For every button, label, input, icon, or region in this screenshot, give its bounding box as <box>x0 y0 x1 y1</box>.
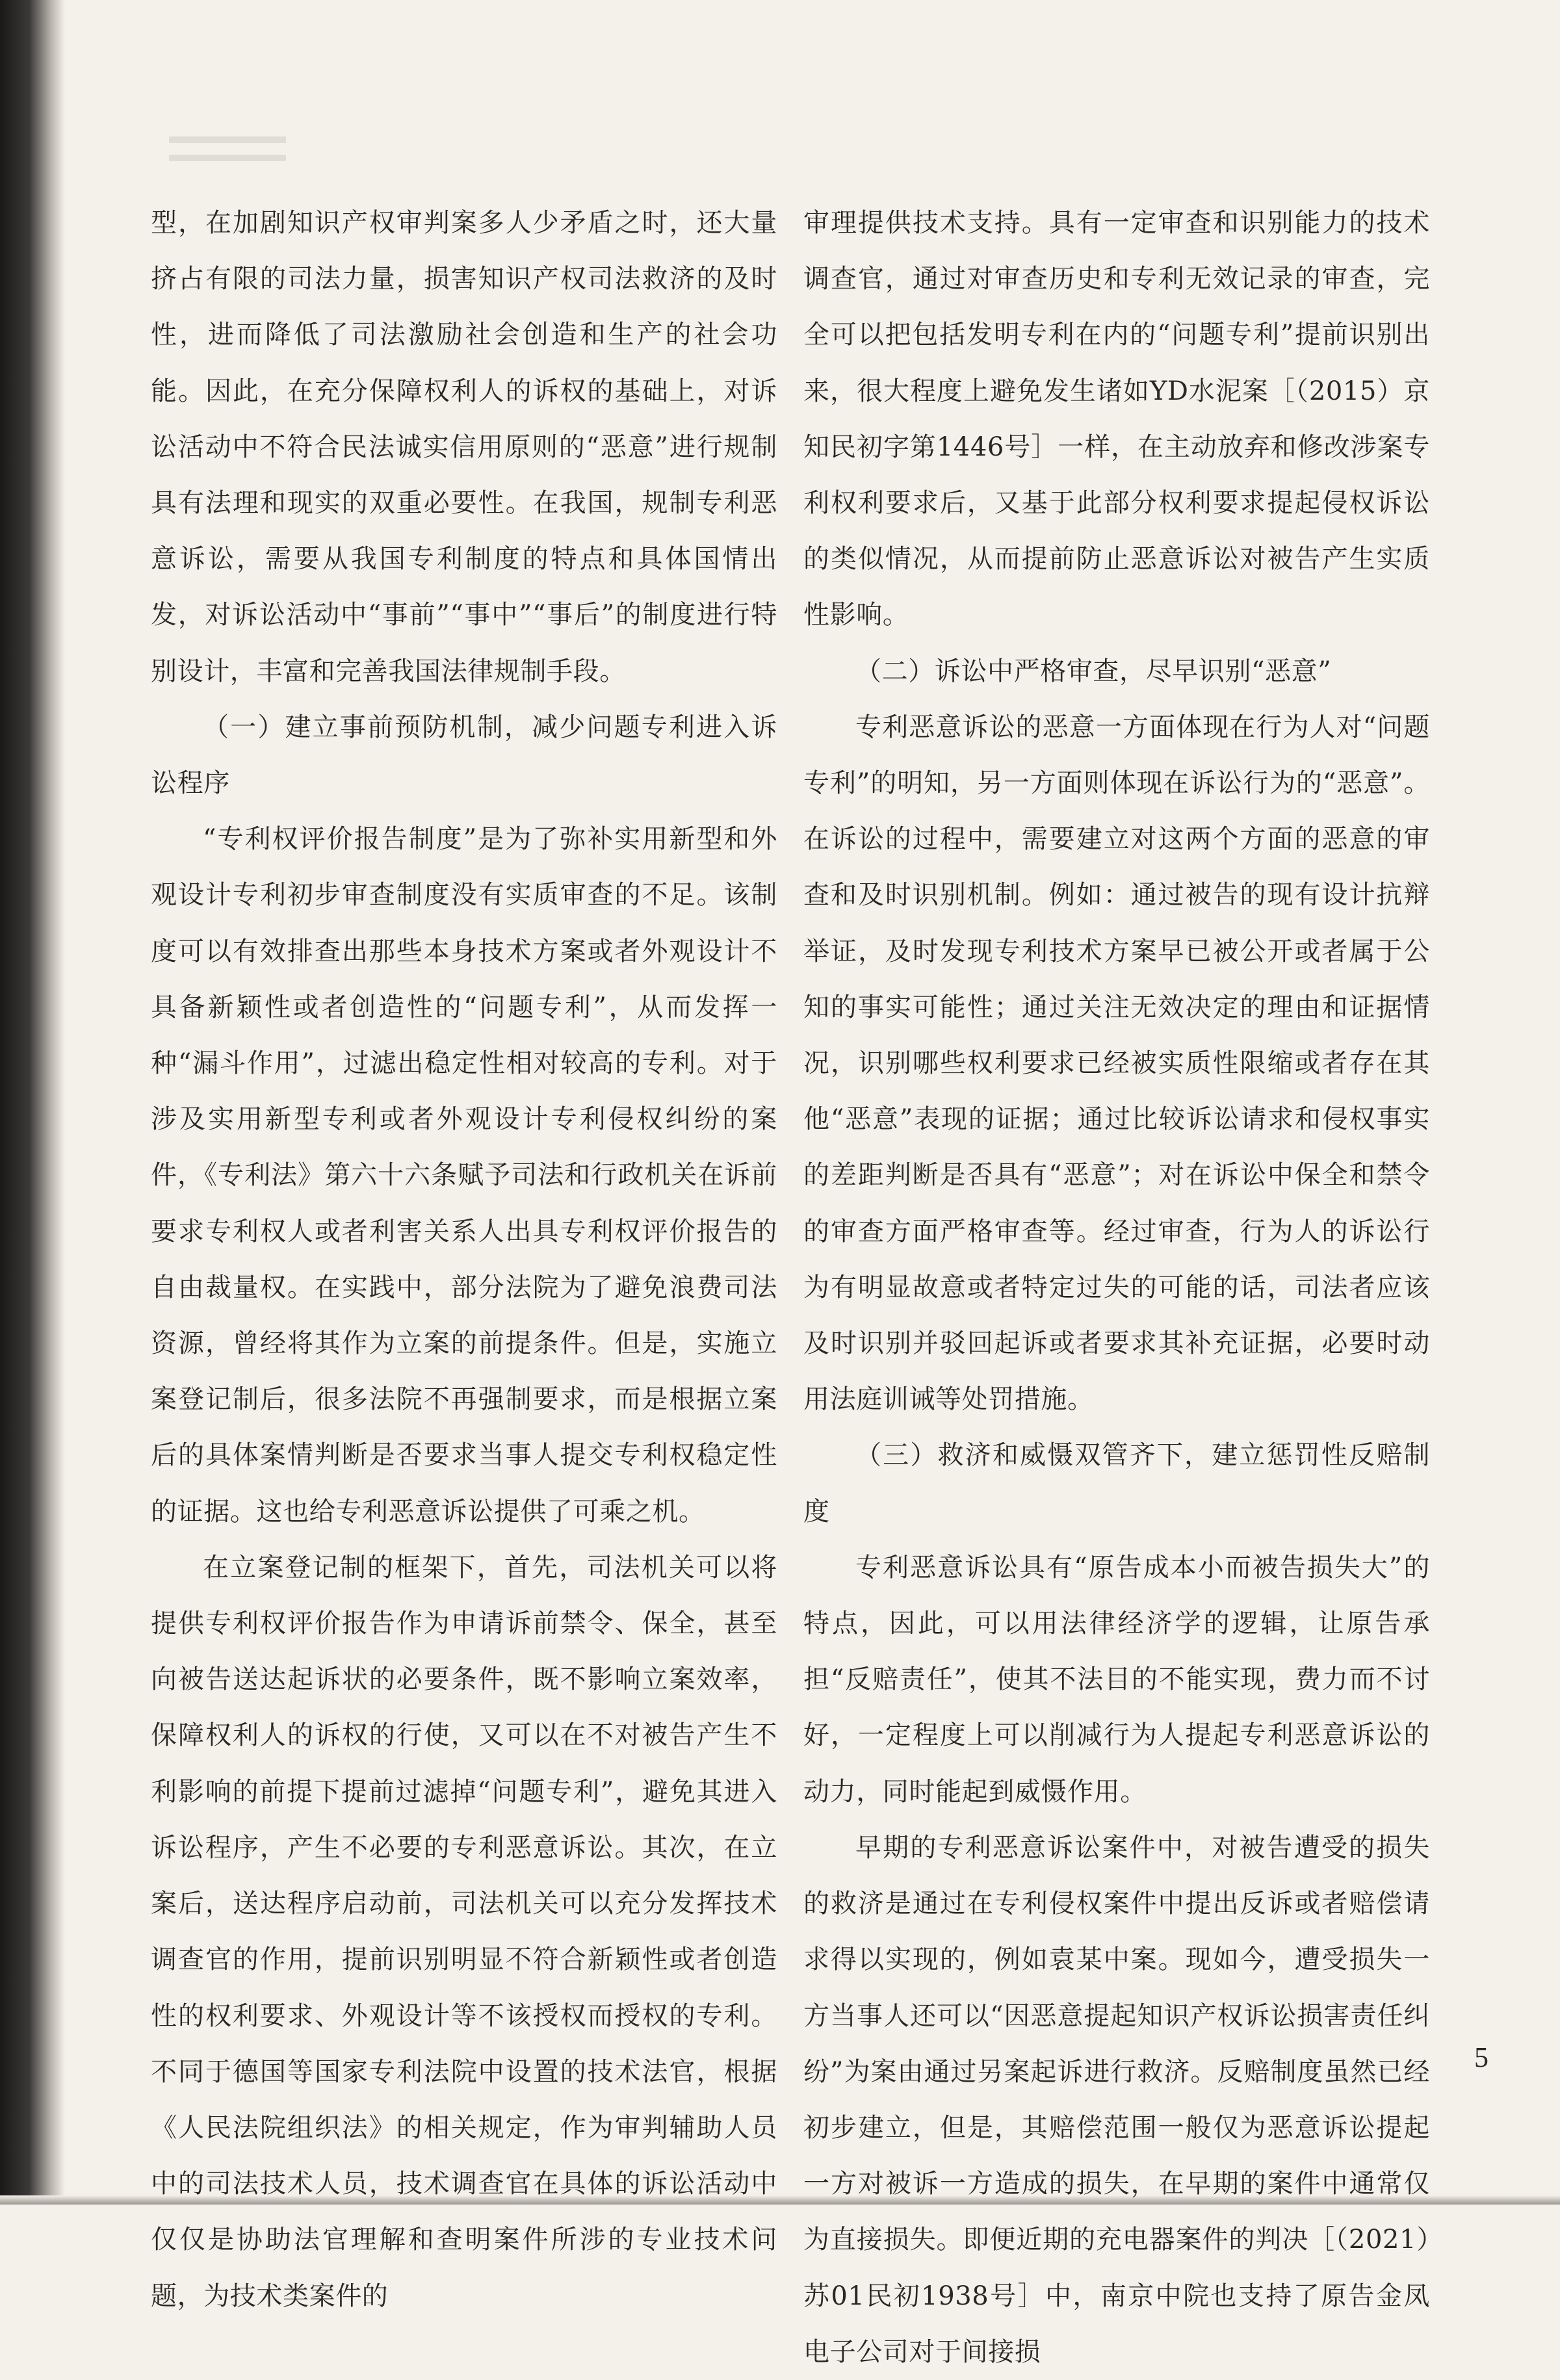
paragraph: 早期的专利恶意诉讼案件中，对被告遭受的损失的救济是通过在专利侵权案件中提出反诉或者赔偿请求得以实现的，例如袁某中案。现如今，遭受损失一方当事人还可以“因恶意提起知识产权诉讼损害责任纠纷”为案由通过另案起诉进行救济。反赔制度虽然已经初步建立，但是，其赔偿范围一般仅为恶意诉讼提起一方对被诉一方造成的损失，在早期的案件中通常仅为直接损失。即便近期的充电器案件的判决［（2021）苏01民初1938号］中，南京中院也支持了原告金凤电子公司对于间接损 <box>803 1832 1430 2367</box>
paragraph: “专利权评价报告制度”是为了弥补实用新型和外观设计专利初步审查制度没有实质审查的不足。该制度可以有效排查出那些本身技术方案或者外观设计不具备新颖性或者创造性的“问题专利”，从而发挥一种“漏斗作用”，过滤出稳定性相对较高的专利。对于涉及实用新型专利或者外观设计专利侵权纠纷的案件，《专利法》第六十六条赋予司法和行政机关在诉前要求专利权人或者利害关系人出具专利权评价报告的自由裁量权。在实践中，部分法院为了避免浪费司法资源，曾经将其作为立案的前提条件。但是，实施立案登记制后，很多法院不再强制要求，而是根据立案后的具体案情判断是否要求当事人提交专利权稳定性的证据。这也给专利恶意诉讼提供了可乘之机。 <box>151 824 777 1527</box>
paragraph: 专利恶意诉讼具有“原告成本小而被告损失大”的特点，因此，可以用法律经济学的逻辑，让原告承担“反赔责任”，使其不法目的不能实现，费力而不讨好，一定程度上可以削减行为人提起专利恶意诉讼的动力，同时能起到威慑作用。 <box>803 1552 1430 1807</box>
left-column <box>151 195 777 2324</box>
paragraph: 专利恶意诉讼的恶意一方面体现在行为人对“问题专利”的明知，另一方面则体现在诉讼行为的“恶意”。在诉讼的过程中，需要建立对这两个方面的恶意的审查和及时识别机制。例如：通过被告的现有设计抗辩举证，及时发现专利技术方案早已被公开或者属于公知的事实可能性；通过关注无效决定的理由和证据情况，识别哪些权利要求已经被实质性限缩或者存在其他“恶意”表现的证据；通过比较诉讼请求和侵权事实的差距判断是否具有“恶意”；对在诉讼中保全和禁令的审查方面严格审查等。经过审查，行为人的诉讼行为有明显故意或者特定过失的可能的话，司法者应该及时识别并驳回起诉或者要求其补充证据，必要时动用法庭训诫等处罚措施。 <box>803 712 1430 1415</box>
paragraph: 型，在加剧知识产权审判案多人少矛盾之时，还大量挤占有限的司法力量，损害知识产权司法救济的及时性，进而降低了司法激励社会创造和生产的社会功能。因此，在充分保障权利人的诉权的基础上，对诉讼活动中不符合民法诚实信用原则的“恶意”进行规制具有法理和现实的双重必要性。在我国，规制专利恶意诉讼，需要从我国专利制度的特点和具体国情出发，对诉讼活动中“事前”“事中”“事后”的制度进行特别设计，丰富和完善我国法律规制手段。 <box>151 208 777 686</box>
paragraph: 审理提供技术支持。具有一定审查和识别能力的技术调查官，通过对审查历史和专利无效记录的审查，完全可以把包括发明专利在内的“问题专利”提前识别出来，很大程度上避免发生诸如YD水泥案［（2015）京知民初字第1446号］一样，在主动放弃和修改涉案专利权利要求后，又基于此部分权利要求提起侵权诉讼的类似情况，从而提前防止恶意诉讼对被告产生实质性影响。 <box>803 208 1430 630</box>
page-number: 5 <box>1474 2041 1488 2073</box>
right-column <box>803 195 1430 2380</box>
bleed-through-header <box>169 136 286 182</box>
section-heading: （一）建立事前预防机制，减少问题专利进入诉讼程序 <box>151 712 777 799</box>
section-heading: （二）诉讼中严格审查，尽早识别“恶意” <box>855 656 1332 686</box>
scan-left-edge <box>0 0 65 2205</box>
section-heading: （三）救济和威慑双管齐下，建立惩罚性反赔制度 <box>803 1440 1430 1527</box>
paragraph: 在立案登记制的框架下，首先，司法机关可以将提供专利权评价报告作为申请诉前禁令、保全，甚至向被告送达起诉状的必要条件，既不影响立案效率，保障权利人的诉权的行使，又可以在不对被告产生不利影响的前提下提前过滤掉“问题专利”，避免其进入诉讼程序，产生不必要的专利恶意诉讼。其次，在立案后，送达程序启动前，司法机关可以充分发挥技术调查官的作用，提前识别明显不符合新颖性或者创造性的权利要求、外观设计等不该授权而授权的专利。不同于德国等国家专利法院中设置的技术法官，根据《人民法院组织法》的相关规定，作为审判辅助人员中的司法技术人员，技术调查官在具体的诉讼活动中仅仅是协助法官理解和查明案件所涉的专业技术问题，为技术类案件的 <box>151 1552 777 2311</box>
